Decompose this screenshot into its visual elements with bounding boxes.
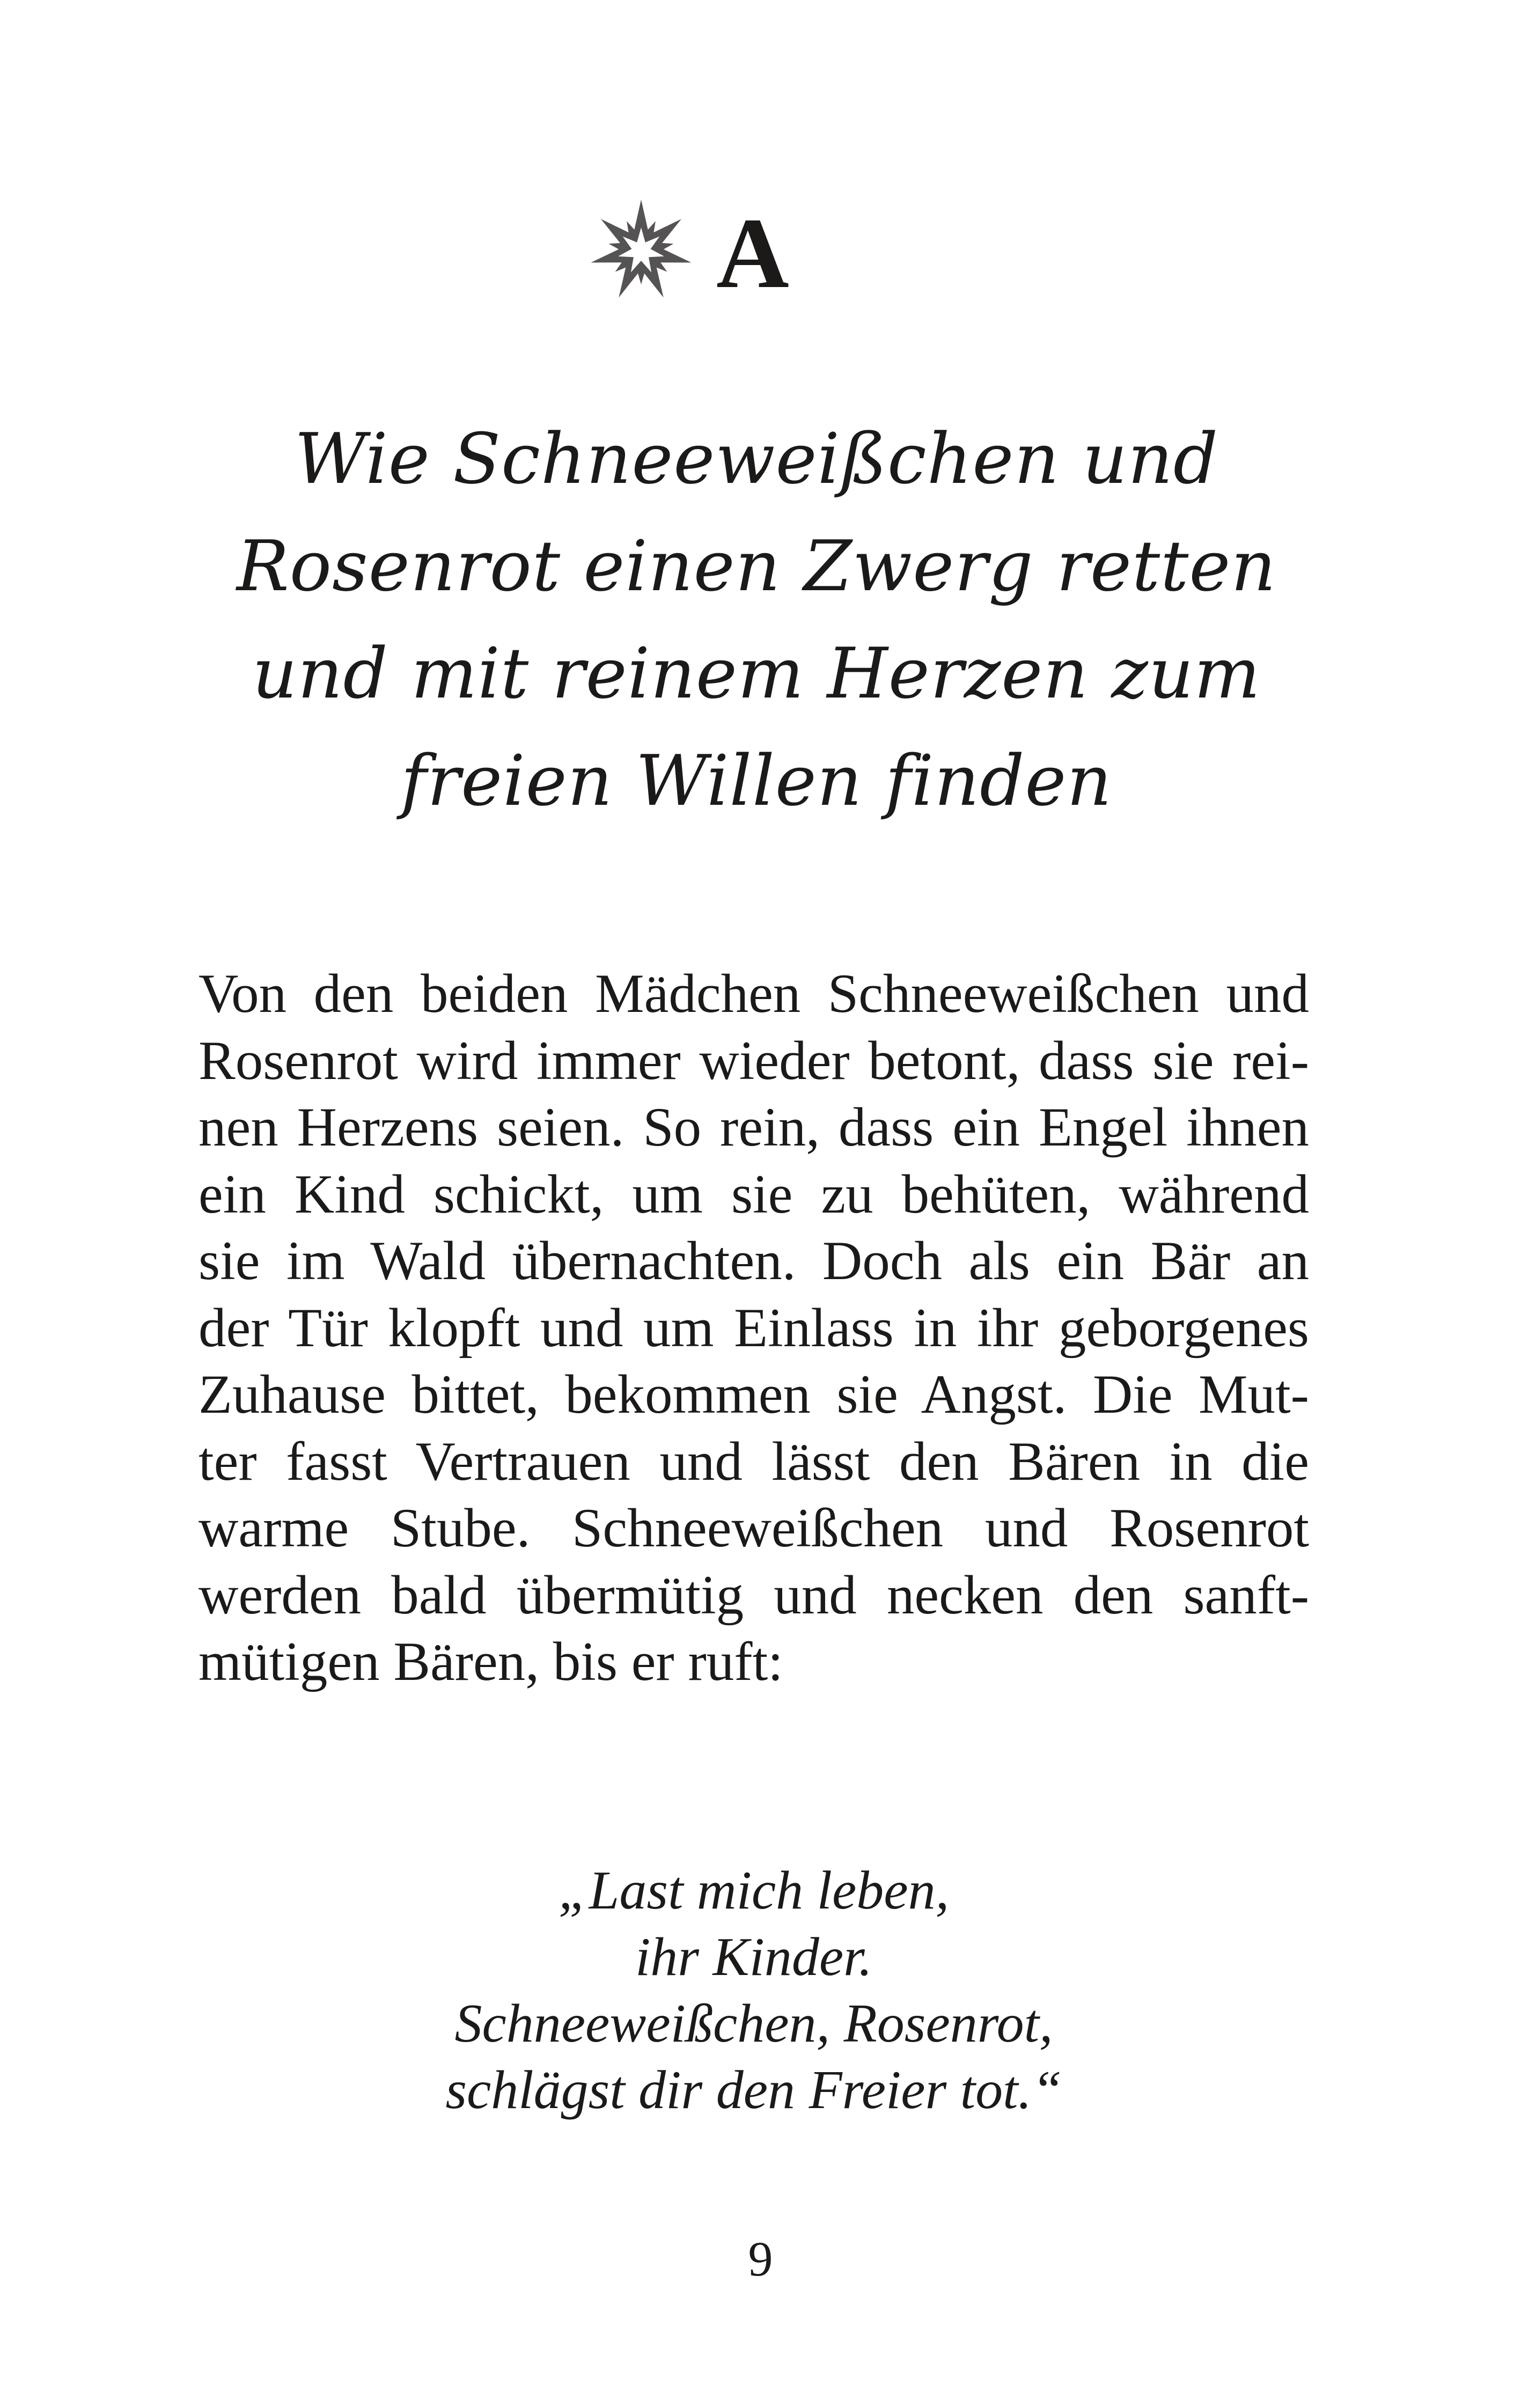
chapter-marker xyxy=(587,197,789,309)
body-line: Von den beiden Mädchen Schneeweißchen und xyxy=(199,963,1309,1024)
chapter-title xyxy=(161,405,1352,834)
body-line: Rosenrot wird immer wieder betont, dass sie rei- xyxy=(199,1030,1309,1091)
verse-quote xyxy=(199,1858,1309,2124)
body-line: der Tür klopft und um Einlass in ihr geborgenes xyxy=(199,1297,1309,1359)
verse-line: ihr Kinder. xyxy=(635,1927,873,1987)
body-line: ein Kind schickt, um sie zu behüten, während xyxy=(199,1163,1309,1225)
verse-line: schlägst dir den Freier tot.“ xyxy=(445,2060,1062,2120)
body-line: Zuhause bittet, bekommen sie Angst. Die Mut- xyxy=(199,1364,1309,1425)
title-line: Wie Schneeweißchen und xyxy=(294,418,1219,500)
body-line: mütigen Bären, bis er ruft: xyxy=(199,1631,783,1692)
title-line: und mit reinem Herzen zum xyxy=(252,633,1261,714)
title-line: freien Willen finden xyxy=(400,740,1113,821)
page-number: 9 xyxy=(748,2231,773,2286)
body-line: werden bald übermütig und necken den sanft- xyxy=(199,1564,1309,1626)
body-line: ter fasst Vertrauen und lässt den Bären in die xyxy=(199,1430,1309,1492)
verse-line: „Last mich leben, xyxy=(558,1860,950,1921)
seven-pointed-star-icon xyxy=(587,197,695,305)
body-line: sie im Wald übernachten. Doch als ein Bär an xyxy=(199,1230,1309,1291)
body-line: warme Stube. Schneeweißchen und Rosenrot xyxy=(199,1497,1309,1559)
body-line: nen Herzens seien. So rein, dass ein Engel ihnen xyxy=(199,1097,1309,1158)
verse-line: Schneeweißchen, Rosenrot, xyxy=(454,1993,1053,2054)
chapter-letter: A xyxy=(716,197,789,309)
body-paragraph xyxy=(199,960,1309,1695)
title-line: Rosenrot einen Zwerg retten xyxy=(236,525,1277,607)
